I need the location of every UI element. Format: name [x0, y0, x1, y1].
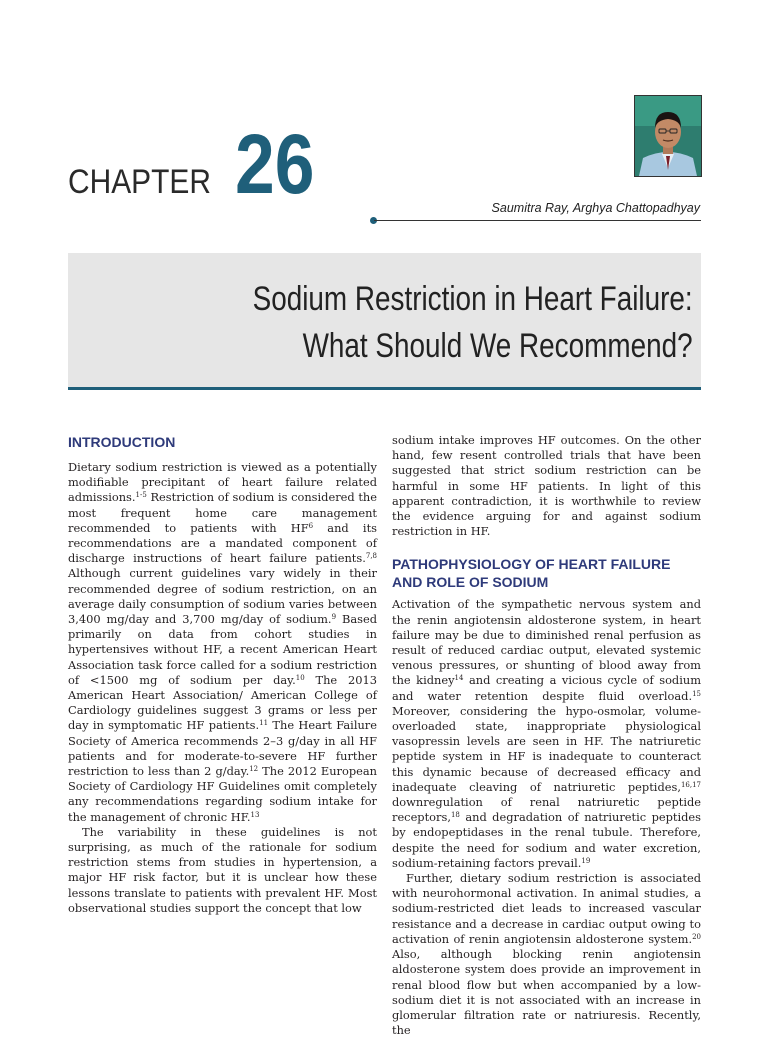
citation-ref: 6 — [308, 521, 314, 530]
section-heading-introduction: INTRODUCTION — [68, 434, 176, 450]
patho-paragraph-1: Activation of the sympathetic nervous system and the renin angiotensin aldosterone system, in heart failure may be due to diminished renal perfusion as result of reduced cardiac output, elevated systemic venous pressures, or shunting of blood away from the kidney$^{14}$ and creating a vicious cycle of sodium and water retention despite fluid overload.$^{15}$ Moreover, considering the hypo-osmolar, volume-overloaded state, inappropriate physiological vasopressin levels are seen in HF. The natriuretic peptide system in HF is inadequate to counteract this dynamic because of decreased efficacy and inadequate cleaving of natriuretic peptides,$^{16,17}$ downregulation of renal natriuretic peptide receptors,$^{18}$ and degradation of natriuretic peptides by endopeptidases in the renal tubule. Therefore, despite the need for sodium and water excretion, sodium-retaining factors prevail.$^{19}$ — [392, 597, 701, 870]
title-underline — [68, 387, 701, 390]
citation-ref: 1-5 — [135, 491, 147, 500]
intro-paragraph-2-continued: sodium intake improves HF outcomes. On the other hand, few resent controlled trials that have been suggested that strict sodium restriction can be harmful in some HF patients. In light of this apparent contradiction, it is worthwhile to review the evidence arguing for and against sodium restriction in HF. — [392, 433, 701, 539]
citation-ref: 11 — [259, 719, 269, 728]
chapter-number: 26 — [235, 117, 315, 211]
citation-ref: 14 — [454, 674, 464, 683]
citation-ref: 16,17 — [680, 780, 701, 789]
chapter-title-line-1: Sodium Restriction in Heart Failure: — [252, 280, 693, 318]
heading-line-1: PATHOPHYSIOLOGY OF HEART FAILURE — [392, 556, 671, 573]
citation-ref: 9 — [331, 613, 337, 622]
intro-paragraph-2: The variability in these guidelines is not surprising, as much of the rationale for sodium restriction stems from studies in hypertension, a major HF risk factor, but it is unclear how these lessons translate to patients with prevalent HF. Most observational studies support the concept that low — [68, 824, 377, 915]
left-column — [68, 433, 377, 916]
citation-ref: 13 — [250, 810, 260, 819]
title-box — [68, 253, 701, 387]
citation-ref: 18 — [450, 811, 460, 820]
patho-paragraph-2: Further, dietary sodium restriction is associated with neurohormonal activation. In animal studies, a sodium-restricted diet leads to increased vascular resistance and a decrease in cardiac output owing to activation of renin angiotensin aldosterone system.$^{20}$ Also, although blocking renin angiotensin aldosterone system does provide an improvement in renal blood flow but when accompanied by a low-sodium diet it is not associated with an increase in glomerular filtration rate or natriuresis. Recently, the — [392, 871, 701, 1038]
author-portrait-image — [635, 96, 701, 176]
citation-ref: 10 — [295, 673, 305, 682]
citation-ref: 15 — [692, 689, 701, 698]
citation-ref: 7,8 — [365, 552, 377, 561]
header-rule — [374, 220, 701, 221]
chapter-label: CHAPTER — [68, 163, 211, 201]
authors: Saumitra Ray, Arghya Chattopadhyay — [491, 201, 700, 215]
heading-line-2: AND ROLE OF SODIUM — [392, 574, 549, 591]
citation-ref: 12 — [249, 765, 259, 774]
chapter-title-line-2: What Should We Recommend? — [303, 327, 693, 365]
intro-paragraph-1: Dietary sodium restriction is viewed as a potentially modifiable precipitant of heart failure related admissions.$^{1-5}$ Restriction of sodium is considered the most frequent home care management recommended to patients with $HF^6$ and its recommendations are a mandated component of discharge instructions of heart failure patients.$^{7,8}$ Although current guidelines vary widely in their recommended degree of sodium restriction, on an average daily consumption of sodium varies between 3,400 mg/day and 3,700 mg/day of sodium.$^9$ Based primarily on data from cohort studies in hypertensives without HF, a recent American Heart Association task force called for a sodium restriction of <1500 mg of sodium per day.$^{10}$ The 2013 American Heart Association/ American College of Cardiology guidelines suggest 3 grams or less per day in symptomatic HF patients.$^{11}$ The Heart Failure Society of America recommends 2–3 g/day in all HF patients and for moderate-to-severe HF further restriction to less than 2 g/day.$^{12}$ The 2012 European Society of Cardiology HF Guidelines omit completely any recommendations regarding sodium intake for the management of chronic HF.$^{13}$ — [68, 460, 378, 824]
citation-ref: 19 — [581, 856, 591, 865]
section-heading-pathophysiology — [392, 555, 701, 591]
citation-ref: 20 — [692, 932, 701, 941]
right-column — [392, 433, 701, 1038]
author-photo — [634, 95, 702, 177]
